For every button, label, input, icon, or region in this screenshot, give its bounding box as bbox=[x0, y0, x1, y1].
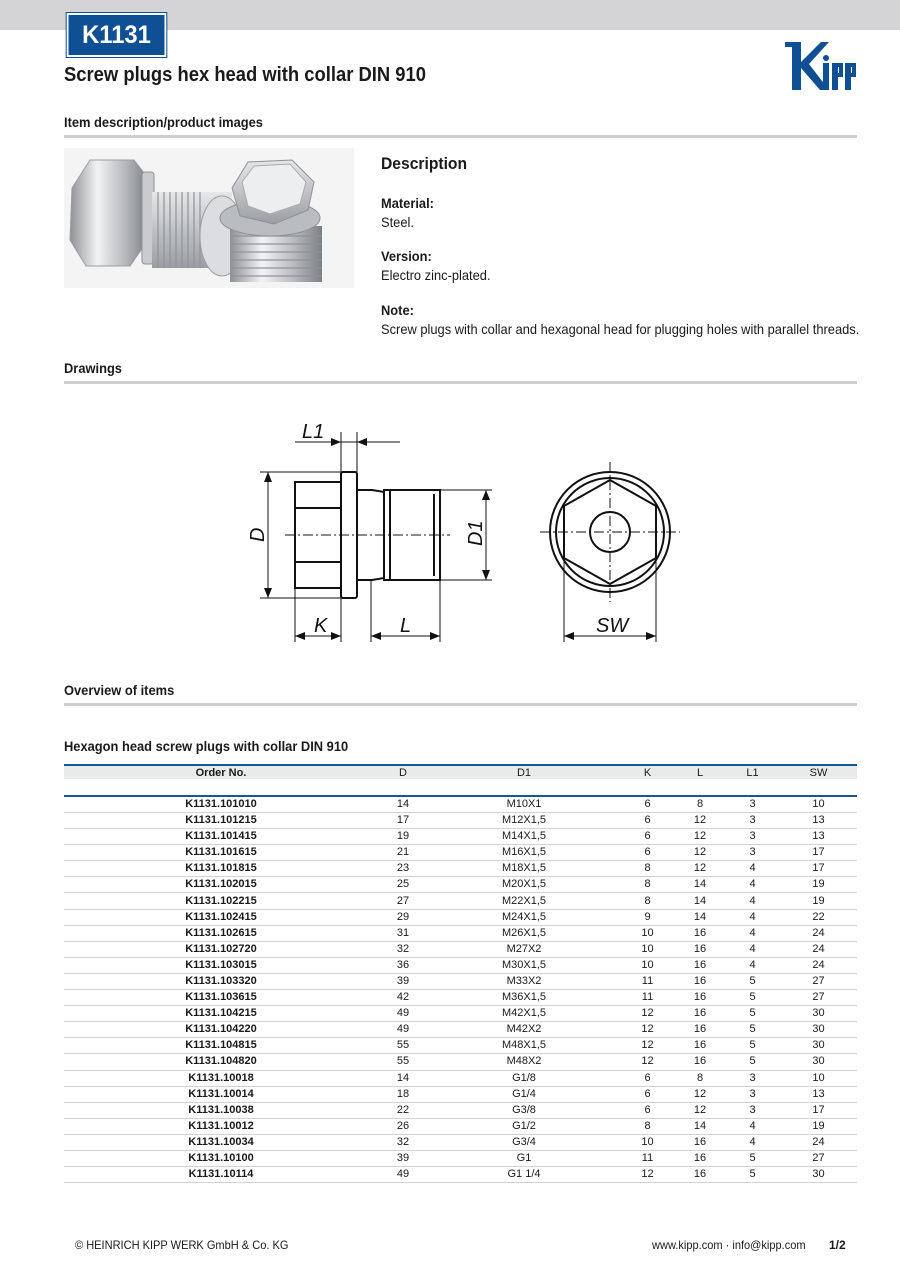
table-cell: M14X1,5 bbox=[501, 830, 547, 843]
order-number-cell: K1131.101815 bbox=[185, 862, 257, 875]
table-cell: M10X1 bbox=[506, 798, 542, 810]
table-row bbox=[64, 1102, 857, 1118]
order-number-cell: K1131.102415 bbox=[185, 910, 257, 923]
table-cell: 49 bbox=[396, 1168, 410, 1181]
table-cell: 10 bbox=[641, 926, 654, 939]
order-number-cell: K1131.10114 bbox=[188, 1168, 254, 1181]
table-cell: 19 bbox=[812, 1119, 825, 1132]
table-cell: 4 bbox=[749, 942, 756, 955]
table-cell: 19 bbox=[812, 894, 825, 907]
table-cell: 5 bbox=[749, 1023, 756, 1036]
table-cell: 9 bbox=[644, 910, 651, 923]
note-value: Screw plugs with collar and hexagonal head for plugging holes with parallel threads. bbox=[381, 321, 860, 337]
dim-label-sw: SW bbox=[596, 615, 629, 637]
table-cell: 10 bbox=[812, 798, 825, 810]
table-cell: 16 bbox=[693, 1135, 707, 1148]
table-cell: 30 bbox=[812, 1007, 825, 1020]
table-cell: 16 bbox=[693, 1023, 707, 1036]
table-row bbox=[64, 1038, 857, 1054]
footer-contact[interactable]: www.kipp.com · info@kipp.com bbox=[652, 1238, 806, 1252]
table-cell: 10 bbox=[641, 1135, 654, 1148]
page-title: Screw plugs hex head with collar DIN 910 bbox=[64, 64, 426, 86]
section-drawings: Drawings bbox=[64, 360, 122, 376]
table-cell: 4 bbox=[749, 1135, 756, 1148]
table-row bbox=[64, 957, 857, 973]
order-number-cell: K1131.104820 bbox=[185, 1055, 257, 1068]
table-cell: 32 bbox=[396, 942, 410, 955]
table-cell: M48X2 bbox=[506, 1055, 542, 1068]
table-cell: M33X2 bbox=[506, 974, 542, 987]
table-cell: M42X1,5 bbox=[501, 1007, 547, 1020]
order-number-cell: K1131.101010 bbox=[185, 798, 257, 810]
table-cell: 16 bbox=[693, 1055, 707, 1068]
table-cell: 14 bbox=[396, 798, 410, 810]
table-cell: 14 bbox=[693, 1119, 707, 1132]
table-cell: 49 bbox=[396, 1023, 410, 1036]
table-cell: 11 bbox=[641, 1152, 654, 1165]
section-item-description: Item description/product images bbox=[64, 114, 263, 130]
table-cell: 16 bbox=[693, 958, 707, 971]
table-row bbox=[64, 1167, 857, 1183]
table-cell: M26X1,5 bbox=[501, 926, 547, 939]
table-cell: 36 bbox=[396, 958, 410, 971]
table-cell: 6 bbox=[644, 798, 651, 810]
table-cell: 16 bbox=[693, 1039, 707, 1052]
order-number-cell: K1131.102720 bbox=[185, 942, 257, 955]
order-number-cell: K1131.10034 bbox=[188, 1135, 254, 1148]
table-cell: 19 bbox=[396, 830, 410, 843]
table-row bbox=[64, 1118, 857, 1134]
table-cell: 5 bbox=[749, 1055, 756, 1068]
table-cell: M27X2 bbox=[506, 942, 542, 955]
version-label: Version: bbox=[381, 248, 432, 264]
dim-label-l1: L1 bbox=[302, 421, 325, 443]
table-cell: 4 bbox=[749, 910, 756, 923]
table-cell: 27 bbox=[812, 991, 825, 1004]
col-d: D bbox=[378, 765, 428, 796]
table-cell: 4 bbox=[749, 878, 756, 891]
table-cell: 27 bbox=[396, 894, 410, 907]
table-cell: 27 bbox=[812, 974, 825, 987]
table-cell: 17 bbox=[812, 1103, 825, 1116]
table-cell: 27 bbox=[812, 1152, 825, 1165]
table-cell: 14 bbox=[693, 910, 707, 923]
order-number-cell: K1131.102615 bbox=[185, 926, 257, 939]
table-row bbox=[64, 1134, 857, 1150]
table-row bbox=[64, 829, 857, 845]
table-cell: 8 bbox=[644, 878, 651, 891]
table-cell: 6 bbox=[644, 830, 651, 843]
table-cell: 24 bbox=[812, 1135, 825, 1148]
table-cell: 4 bbox=[749, 862, 756, 875]
table-cell: 13 bbox=[812, 1087, 825, 1100]
items-table bbox=[64, 764, 857, 1183]
order-number-cell: K1131.103015 bbox=[185, 958, 257, 971]
table-cell: 5 bbox=[749, 1007, 756, 1020]
order-number-cell: K1131.102015 bbox=[185, 878, 257, 891]
order-number-cell: K1131.10012 bbox=[188, 1119, 254, 1132]
table-cell: M16X1,5 bbox=[501, 846, 547, 859]
dim-label-d: D bbox=[247, 527, 269, 542]
col-l1: L1 bbox=[725, 765, 780, 796]
table-cell: 13 bbox=[812, 830, 825, 843]
table-row bbox=[64, 877, 857, 893]
col-d1: D1 bbox=[428, 765, 620, 796]
table-cell: 32 bbox=[396, 1135, 410, 1148]
table-cell: 12 bbox=[641, 1007, 654, 1020]
table-cell: 22 bbox=[396, 1103, 410, 1116]
table-cell: 12 bbox=[693, 846, 707, 859]
table-cell: G3/8 bbox=[512, 1103, 536, 1116]
order-number-cell: K1131.104220 bbox=[185, 1023, 257, 1036]
table-cell: 17 bbox=[396, 814, 410, 827]
table-cell: 16 bbox=[693, 1168, 707, 1181]
table-cell: 14 bbox=[693, 878, 707, 891]
table-cell: 29 bbox=[396, 910, 410, 923]
col-k: K bbox=[620, 765, 675, 796]
table-row bbox=[64, 990, 857, 1006]
table-cell: G3/4 bbox=[512, 1135, 536, 1148]
material-value: Steel. bbox=[381, 214, 414, 230]
table-cell: G1/4 bbox=[512, 1087, 536, 1100]
table-cell: 11 bbox=[641, 991, 654, 1004]
table-cell: 5 bbox=[749, 974, 756, 987]
table-cell: 39 bbox=[396, 1152, 410, 1165]
table-cell: 12 bbox=[641, 1039, 654, 1052]
table-cell: 19 bbox=[812, 878, 825, 891]
table-row bbox=[64, 796, 857, 813]
section-rule bbox=[64, 381, 857, 384]
table-cell: 5 bbox=[749, 1168, 756, 1181]
table-cell: 39 bbox=[396, 974, 410, 987]
table-cell: G1 1/4 bbox=[507, 1168, 541, 1181]
order-number-cell: K1131.10014 bbox=[188, 1087, 254, 1100]
table-cell: 8 bbox=[696, 1071, 704, 1084]
table-cell: 6 bbox=[644, 846, 651, 859]
table-cell: M42X2 bbox=[506, 1023, 542, 1036]
order-number-cell: K1131.104815 bbox=[185, 1039, 257, 1052]
section-overview: Overview of items bbox=[64, 682, 175, 698]
table-cell: 4 bbox=[749, 894, 756, 907]
table-cell: 16 bbox=[693, 974, 707, 987]
table-row bbox=[64, 1022, 857, 1038]
table-cell: 30 bbox=[812, 1039, 825, 1052]
table-cell: 12 bbox=[693, 1103, 707, 1116]
order-number-cell: K1131.10100 bbox=[188, 1152, 254, 1165]
table-header-row bbox=[64, 765, 857, 796]
table-cell: 12 bbox=[693, 1087, 707, 1100]
technical-drawing bbox=[230, 410, 690, 660]
order-number-cell: K1131.101215 bbox=[185, 814, 257, 827]
table-cell: 8 bbox=[696, 798, 704, 810]
table-cell: G1/2 bbox=[512, 1119, 536, 1132]
product-photos bbox=[64, 148, 354, 288]
table-cell: 10 bbox=[641, 958, 654, 971]
dim-label-k: K bbox=[314, 615, 328, 637]
table-cell: 4 bbox=[749, 1119, 756, 1132]
table-row bbox=[64, 1150, 857, 1166]
table-cell: 8 bbox=[644, 1119, 651, 1132]
table-row bbox=[64, 925, 857, 941]
table-cell: 16 bbox=[693, 991, 707, 1004]
section-rule bbox=[64, 135, 857, 138]
table-cell: 6 bbox=[644, 1071, 651, 1084]
table-cell: 25 bbox=[396, 878, 410, 891]
table-cell: 14 bbox=[693, 894, 707, 907]
table-cell: 4 bbox=[749, 958, 756, 971]
table-cell: 5 bbox=[749, 1152, 756, 1165]
table-cell: 12 bbox=[693, 830, 707, 843]
table-cell: 12 bbox=[693, 862, 707, 875]
table-cell: 12 bbox=[641, 1168, 654, 1181]
order-number-cell: K1131.104215 bbox=[185, 1007, 257, 1020]
table-row bbox=[64, 861, 857, 877]
table-cell: 4 bbox=[749, 926, 756, 939]
order-number-cell: K1131.103615 bbox=[185, 991, 257, 1004]
table-cell: 11 bbox=[641, 974, 654, 987]
table-cell: 14 bbox=[396, 1071, 410, 1084]
table-cell: 16 bbox=[693, 1007, 707, 1020]
dim-label-l: L bbox=[400, 615, 412, 637]
table-cell: 3 bbox=[749, 1071, 756, 1084]
table-cell: 31 bbox=[396, 926, 410, 939]
table-cell: 30 bbox=[812, 1023, 825, 1036]
order-number-cell: K1131.102215 bbox=[185, 894, 257, 907]
order-number-cell: K1131.10038 bbox=[188, 1103, 254, 1116]
table-row bbox=[64, 973, 857, 989]
table-row bbox=[64, 813, 857, 829]
table-cell: 30 bbox=[812, 1055, 825, 1068]
version-value: Electro zinc-plated. bbox=[381, 267, 491, 283]
table-cell: 17 bbox=[812, 862, 825, 875]
table-cell: 24 bbox=[812, 942, 825, 955]
table-cell: 16 bbox=[693, 1152, 707, 1165]
table-cell: 17 bbox=[812, 846, 825, 859]
table-row bbox=[64, 909, 857, 925]
product-code-badge: K1131 bbox=[67, 13, 167, 57]
table-cell: 30 bbox=[812, 1168, 825, 1181]
table-cell: 6 bbox=[644, 1087, 651, 1100]
table-cell: M24X1,5 bbox=[501, 910, 547, 923]
kipp-logo bbox=[783, 40, 859, 92]
table-cell: 3 bbox=[749, 814, 756, 827]
table-cell: 13 bbox=[812, 814, 825, 827]
material-label: Material: bbox=[381, 195, 434, 211]
table-cell: 10 bbox=[641, 942, 654, 955]
table-row bbox=[64, 1006, 857, 1022]
col-l: L bbox=[675, 765, 725, 796]
table-cell: 5 bbox=[749, 1039, 756, 1052]
table-cell: 18 bbox=[396, 1087, 410, 1100]
table-cell: 24 bbox=[812, 958, 825, 971]
table-cell: 42 bbox=[396, 991, 410, 1004]
table-title: Hexagon head screw plugs with collar DIN 910 bbox=[64, 738, 349, 754]
description-title: Description bbox=[381, 154, 468, 173]
table-cell: 16 bbox=[693, 926, 707, 939]
table-cell: 16 bbox=[693, 942, 707, 955]
table-cell: 55 bbox=[396, 1055, 410, 1068]
table-cell: 6 bbox=[644, 1103, 651, 1116]
table-row bbox=[64, 845, 857, 861]
order-number-cell: K1131.10018 bbox=[188, 1071, 254, 1084]
table-cell: M12X1,5 bbox=[501, 814, 547, 827]
table-cell: 3 bbox=[749, 846, 756, 859]
col-sw: SW bbox=[780, 765, 857, 796]
table-cell: M48X1,5 bbox=[501, 1039, 547, 1052]
table-cell: 22 bbox=[812, 910, 825, 923]
table-cell: 3 bbox=[749, 1087, 756, 1100]
table-cell: 5 bbox=[749, 991, 756, 1004]
table-cell: 8 bbox=[644, 862, 651, 875]
table-cell: 49 bbox=[396, 1007, 410, 1020]
table-cell: 3 bbox=[749, 1103, 756, 1116]
table-cell: M18X1,5 bbox=[501, 862, 547, 875]
table-cell: M30X1,5 bbox=[501, 958, 547, 971]
table-row bbox=[64, 1054, 857, 1070]
col-order-no: Order No. bbox=[64, 765, 378, 796]
table-cell: 55 bbox=[396, 1039, 410, 1052]
table-row bbox=[64, 1086, 857, 1102]
table-cell: 8 bbox=[644, 894, 651, 907]
table-cell: M20X1,5 bbox=[501, 878, 547, 891]
dim-label-d1: D1 bbox=[465, 520, 487, 546]
footer-page-number: 1/2 bbox=[829, 1238, 846, 1252]
table-row bbox=[64, 893, 857, 909]
table-row bbox=[64, 941, 857, 957]
table-cell: 12 bbox=[641, 1055, 654, 1068]
table-cell: 3 bbox=[749, 830, 756, 843]
table-cell: 24 bbox=[812, 926, 825, 939]
table-cell: 3 bbox=[749, 798, 756, 810]
table-body bbox=[64, 796, 857, 1183]
table-cell: M22X1,5 bbox=[501, 894, 547, 907]
order-number-cell: K1131.103320 bbox=[185, 974, 257, 987]
table-cell: 23 bbox=[396, 862, 410, 875]
footer-copyright: © HEINRICH KIPP WERK GmbH & Co. KG bbox=[75, 1238, 289, 1252]
table-cell: 26 bbox=[396, 1119, 410, 1132]
table-row bbox=[64, 1070, 857, 1086]
table-cell: M36X1,5 bbox=[501, 991, 547, 1004]
order-number-cell: K1131.101415 bbox=[185, 830, 257, 843]
table-cell: 6 bbox=[644, 814, 651, 827]
section-rule bbox=[64, 703, 857, 706]
table-cell: 21 bbox=[396, 846, 410, 859]
table-cell: 12 bbox=[693, 814, 707, 827]
table-cell: 12 bbox=[641, 1023, 654, 1036]
note-label: Note: bbox=[381, 302, 414, 318]
order-number-cell: K1131.101615 bbox=[185, 846, 257, 859]
table-cell: G1 bbox=[516, 1152, 532, 1165]
table-cell: G1/8 bbox=[512, 1071, 536, 1084]
table-cell: 10 bbox=[812, 1071, 825, 1084]
